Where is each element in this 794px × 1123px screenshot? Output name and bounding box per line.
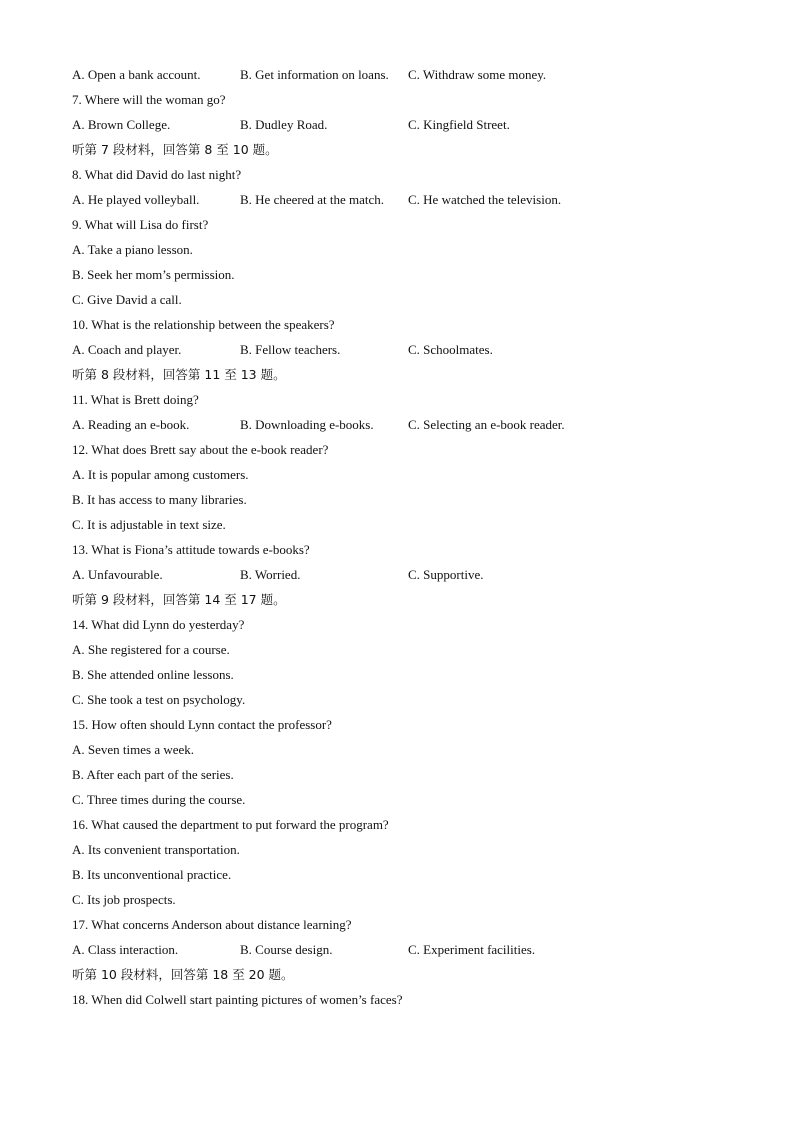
text-line: A. Its convenient transportation. [72,842,240,857]
option-a: A. Reading an e-book. [72,417,190,432]
option-a: A. Coach and player. [72,342,182,357]
text-line: 13. What is Fiona’s attitude towards e-books? [72,542,310,557]
option-c: C. Experiment facilities. [408,942,536,957]
text-line: 11. What is Brett doing? [72,392,199,407]
option-a: A. Class interaction. [72,942,179,957]
section-instruction: 听第 8 段材料，回答第 11 至 13 题。 [72,367,286,382]
text-line: B. It has access to many libraries. [72,492,247,507]
text-line: 15. How often should Lynn contact the professor? [72,717,332,732]
option-a: A. Unfavourable. [72,567,163,582]
text-line: B. After each part of the series. [72,767,234,782]
text-line: C. She took a test on psychology. [72,692,246,707]
text-line: 16. What caused the department to put forward the program? [72,817,389,832]
option-b: B. He cheered at the match. [240,192,385,207]
options-row [72,412,732,437]
option-b: B. Worried. [240,567,301,582]
options-row [72,62,732,87]
text-line: 17. What concerns Anderson about distance learning? [72,917,352,932]
text-line: B. She attended online lessons. [72,667,234,682]
option-b: B. Downloading e-books. [240,417,374,432]
option-a: A. He played volleyball. [72,192,200,207]
text-line: 8. What did David do last night? [72,167,242,182]
text-line: B. Seek her mom’s permission. [72,267,235,282]
text-line: C. Its job prospects. [72,892,176,907]
text-line: C. It is adjustable in text size. [72,517,226,532]
text-line: 10. What is the relationship between the speakers? [72,317,335,332]
text-line: 18. When did Colwell start painting pictures of women’s faces? [72,992,403,1007]
option-c: C. Supportive. [408,567,484,582]
option-b: B. Course design. [240,942,333,957]
options-row [72,187,732,212]
section-instruction: 听第 7 段材料，回答第 8 至 10 题。 [72,142,278,157]
option-b: B. Get information on loans. [240,67,389,82]
options-row [72,337,732,362]
option-c: C. Selecting an e-book reader. [408,417,565,432]
text-line: 7. Where will the woman go? [72,92,226,107]
section-instruction: 听第 9 段材料，回答第 14 至 17 题。 [72,592,286,607]
question-list [72,62,732,1012]
text-line: C. Give David a call. [72,292,182,307]
option-c: C. Schoolmates. [408,342,493,357]
text-line: 12. What does Brett say about the e-book reader? [72,442,329,457]
option-b: B. Dudley Road. [240,117,328,132]
text-line: 14. What did Lynn do yesterday? [72,617,245,632]
option-a: A. Brown College. [72,117,171,132]
option-c: C. He watched the television. [408,192,562,207]
text-line: 9. What will Lisa do first? [72,217,209,232]
options-row [72,112,732,137]
option-c: C. Withdraw some money. [408,67,547,82]
option-c: C. Kingfield Street. [408,117,510,132]
text-line: A. She registered for a course. [72,642,230,657]
text-line: B. Its unconventional practice. [72,867,232,882]
text-line: A. It is popular among customers. [72,467,249,482]
text-line: C. Three times during the course. [72,792,246,807]
text-line: A. Take a piano lesson. [72,242,193,257]
option-a: A. Open a bank account. [72,67,201,82]
text-line: A. Seven times a week. [72,742,195,757]
options-row [72,937,732,962]
section-instruction: 听第 10 段材料，回答第 18 至 20 题。 [72,967,294,982]
option-b: B. Fellow teachers. [240,342,341,357]
options-row [72,562,732,587]
